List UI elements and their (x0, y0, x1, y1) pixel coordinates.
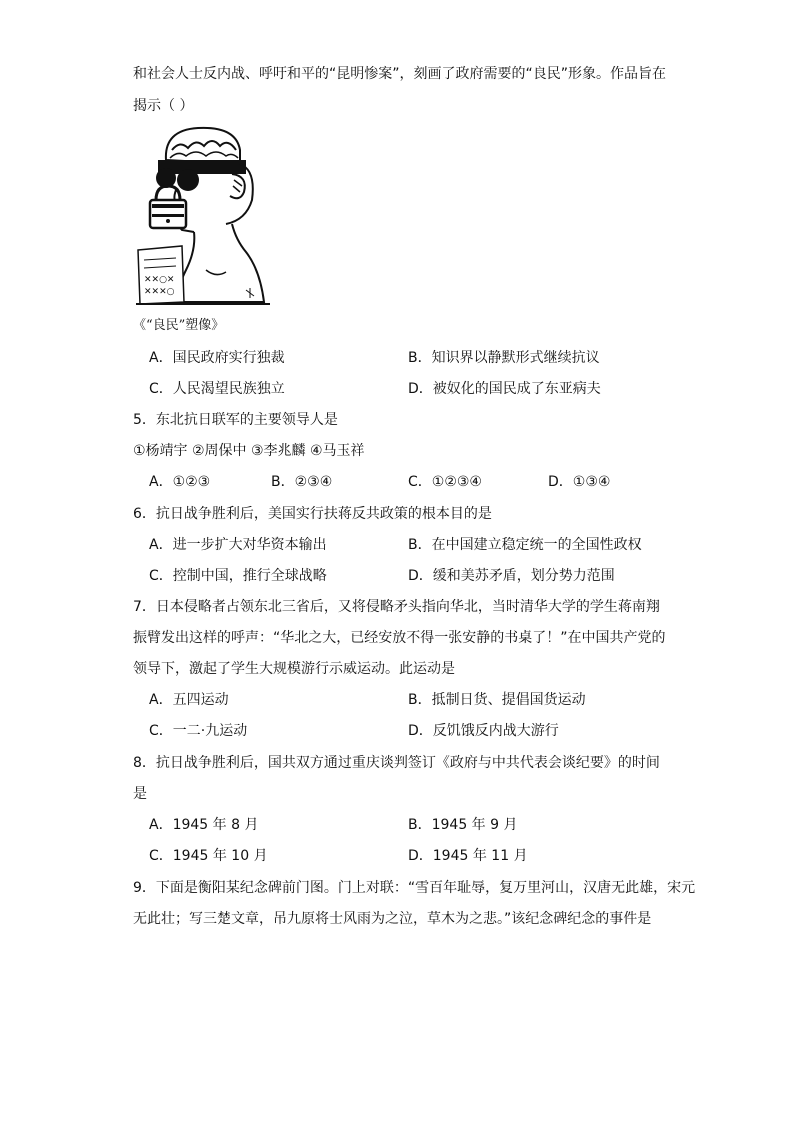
q6-option-a[interactable]: A．进一步扩大对华资本输出 (149, 537, 327, 553)
svg-text:✕✕✕○: ✕✕✕○ (144, 287, 175, 297)
q6-option-b[interactable]: B．在中国建立稳定统一的全国性政权 (408, 537, 642, 553)
good-citizen-statue-illustration (136, 120, 270, 310)
q8-option-b[interactable]: B．1945 年 9 月 (408, 817, 518, 833)
q8-stem-line1: 8．抗日战争胜利后，国共双方通过重庆谈判签订《政府与中共代表会谈纪要》的时间 (133, 755, 660, 771)
q9-stem-line1: 9．下面是衡阳某纪念碑前门图。门上对联：“雪百年耻辱，复万里河山，汉唐无此雄，宋元 (133, 880, 696, 896)
q7-stem-line3: 领导下，激起了学生大规模游行示威运动。此运动是 (133, 661, 455, 677)
q8-option-a[interactable]: A．1945 年 8 月 (149, 817, 259, 833)
q6-option-d[interactable]: D．缓和美苏矛盾，划分势力范围 (408, 568, 615, 584)
q8-option-d[interactable]: D．1945 年 11 月 (408, 848, 528, 864)
q4-stem-line2: 揭示（ ） (133, 98, 194, 114)
q7-option-d[interactable]: D．反饥饿反内战大游行 (408, 723, 559, 739)
q4-option-d[interactable]: D．被奴化的国民成了东亚病夫 (408, 381, 601, 397)
q7-option-c[interactable]: C．一二·九运动 (149, 723, 248, 739)
q4-option-b[interactable]: B．知识界以静默形式继续抗议 (408, 350, 600, 366)
q8-stem-line2: 是 (133, 786, 147, 802)
q6-stem: 6．抗日战争胜利后，美国实行扶蒋反共政策的根本目的是 (133, 506, 492, 522)
q7-option-b[interactable]: B．抵制日货、提倡国货运动 (408, 692, 586, 708)
q6-option-c[interactable]: C．控制中国，推行全球战略 (149, 568, 327, 584)
q5-option-a[interactable]: A．①②③ (149, 474, 211, 490)
q7-stem-line2: 振臂发出这样的呼声：“华北之大，已经安放不得一张安静的书桌了！”在中国共产党的 (133, 630, 666, 646)
figure-caption: 《“良民”塑像》 (133, 318, 225, 333)
q5-stem: 5．东北抗日联军的主要领导人是 (133, 412, 338, 428)
q5-option-b[interactable]: B．②③④ (271, 474, 333, 490)
q9-stem-line2: 无此壮；写三楚文章，吊九原将士风雨为之泣，草木为之悲。”该纪念碑纪念的事件是 (133, 911, 652, 927)
q8-option-c[interactable]: C．1945 年 10 月 (149, 848, 268, 864)
q5-items: ①杨靖宇 ②周保中 ③李兆麟 ④马玉祥 (133, 443, 365, 459)
q7-option-a[interactable]: A．五四运动 (149, 692, 229, 708)
svg-text:✕✕○✕: ✕✕○✕ (144, 275, 175, 285)
q4-option-c[interactable]: C．人民渴望民族独立 (149, 381, 285, 397)
q7-stem-line1: 7．日本侵略者占领东北三省后，又将侵略矛头指向华北，当时清华大学的学生蒋南翔 (133, 599, 660, 615)
q5-option-d[interactable]: D．①③④ (548, 474, 611, 490)
q4-option-a[interactable]: A．国民政府实行独裁 (149, 350, 285, 366)
q5-option-c[interactable]: C．①②③④ (408, 474, 482, 490)
q4-stem-line1: 和社会人士反内战、呼吁和平的“昆明惨案”，刻画了政府需要的“良民”形象。作品旨在 (133, 66, 667, 82)
